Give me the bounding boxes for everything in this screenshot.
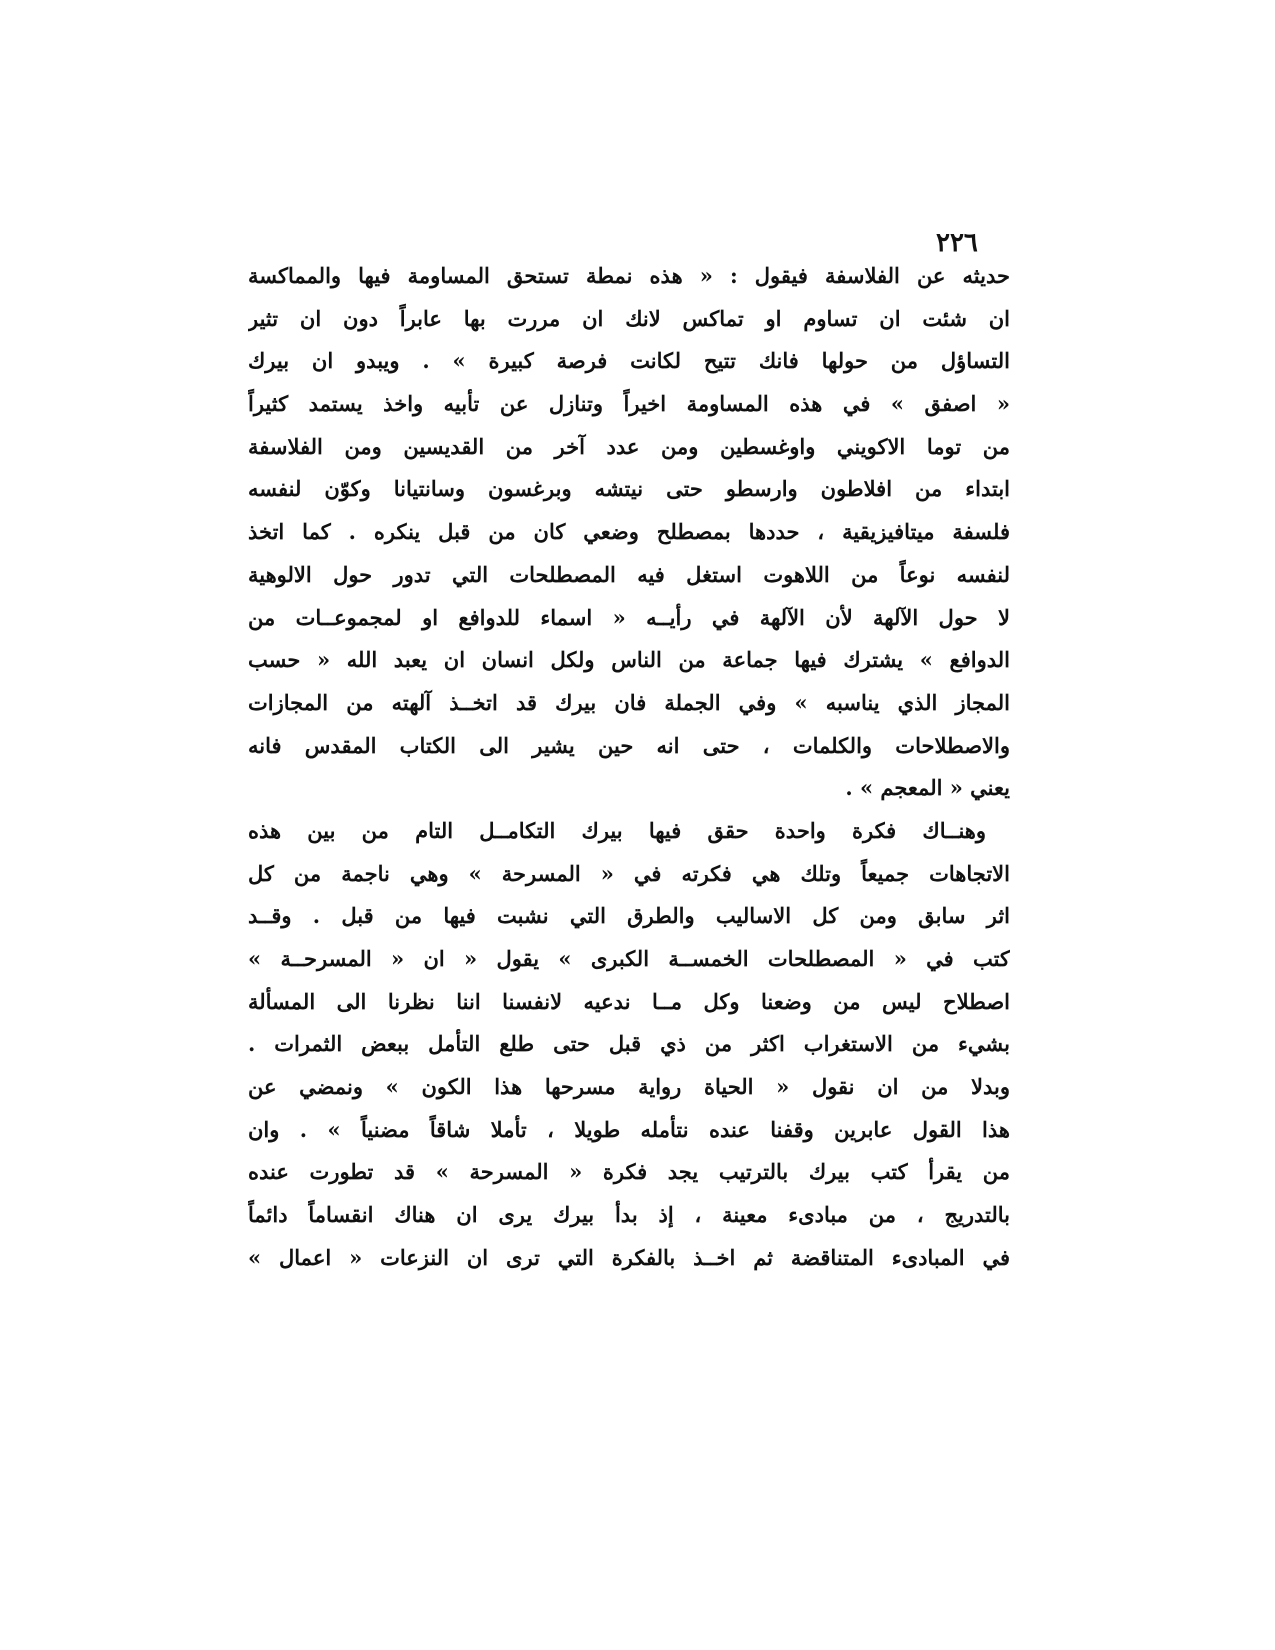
text-line: التساؤل من حولها فانك تتيح لكانت فرصة كبيرة » . ويبدو ان بيرك bbox=[248, 348, 1010, 374]
text-line: فلسفة ميتافيزيقية ، حددها بمصطلح وضعي كان من قبل ينكره . كما اتخذ bbox=[248, 519, 1010, 545]
text-line: وبدلا من ان نقول « الحياة رواية مسرحها هذا الكون » ونمضي عن bbox=[248, 1074, 1010, 1100]
text-line: « اصفق » في هذه المساومة اخيراً وتنازل عن تأبيه واخذ يستمد كثيراً bbox=[248, 391, 1010, 417]
text-line: لنفسه نوعاً من اللاهوت استغل فيه المصطلحات التي تدور حول الالوهية bbox=[248, 561, 1010, 587]
paragraph-start-line: وهنــاك فكرة واحدة حقق فيها بيرك التكامــل التام من بين هذه bbox=[248, 817, 986, 843]
text-line: بالتدريج ، من مبادىء معينة ، إذ بدأ بيرك يرى ان هناك انقساماً دائماً bbox=[248, 1202, 1010, 1228]
text-line: من يقرأ كتب بيرك بالترتيب يجد فكرة « المسرحة » قد تطورت عنده bbox=[248, 1159, 1010, 1185]
text-line: في المبادىء المتناقضة ثم اخــذ بالفكرة التي ترى ان النزعات « اعمال » bbox=[248, 1244, 1010, 1270]
text-line: اثر سابق ومن كل الاساليب والطرق التي نشبت فيها من قبل . وقــد bbox=[248, 903, 1010, 929]
text-line: من توما الاكويني واوغسطين ومن عدد آخر من القديسين ومن الفلاسفة bbox=[248, 433, 1010, 459]
text-line: ابتداء من افلاطون وارسطو حتى نيتشه وبرغسون وسانتيانا وكوّن لنفسه bbox=[248, 476, 1010, 502]
text-line: كتب في « المصطلحات الخمســة الكبرى » يقول « ان « المسرحــة » bbox=[248, 946, 1010, 971]
text-line: اصطلاح ليس من وضعنا وكل مــا ندعيه لانفسنا اننا نظرنا الى المسألة bbox=[248, 988, 1010, 1014]
paragraph-end-line: يعني « المعجم » . bbox=[845, 775, 1010, 801]
text-line: حديثه عن الفلاسفة فيقول : « هذه نمطة تستحق المساومة فيها والمماكسة bbox=[248, 263, 1010, 288]
text-line: بشيء من الاستغراب اكثر من ذي قبل حتى طلع التأمل ببعض الثمرات . bbox=[248, 1031, 1010, 1057]
text-line: ان شئت ان تساوم او تماكس لانك ان مررت بها عابراً دون ان تثير bbox=[248, 305, 1010, 331]
text-line: الاتجاهات جميعاً وتلك هي فكرته في « المسرحة » وهي ناجمة من كل bbox=[248, 860, 1010, 886]
text-line: لا حول الآلهة لأن الآلهة في رأيــه « اسماء للدوافع او لمجموعــات من bbox=[248, 604, 1010, 630]
text-line: الدوافع » يشترك فيها جماعة من الناس ولكل انسان ان يعبد الله « حسب bbox=[248, 647, 1010, 673]
body-text bbox=[248, 255, 1010, 1280]
page-number: ٢٢٦ bbox=[936, 228, 978, 258]
text-line: والاصطلاحات والكلمات ، حتى انه حين يشير الى الكتاب المقدس فانه bbox=[248, 732, 1010, 758]
text-line: المجاز الذي يناسبه » وفي الجملة فان بيرك قد اتخــذ آلهته من المجازات bbox=[248, 689, 1010, 715]
text-line: هذا القول عابرين وقفنا عنده نتأمله طويلا ، تأملا شاقاً مضنياً » . وان bbox=[248, 1116, 1010, 1142]
